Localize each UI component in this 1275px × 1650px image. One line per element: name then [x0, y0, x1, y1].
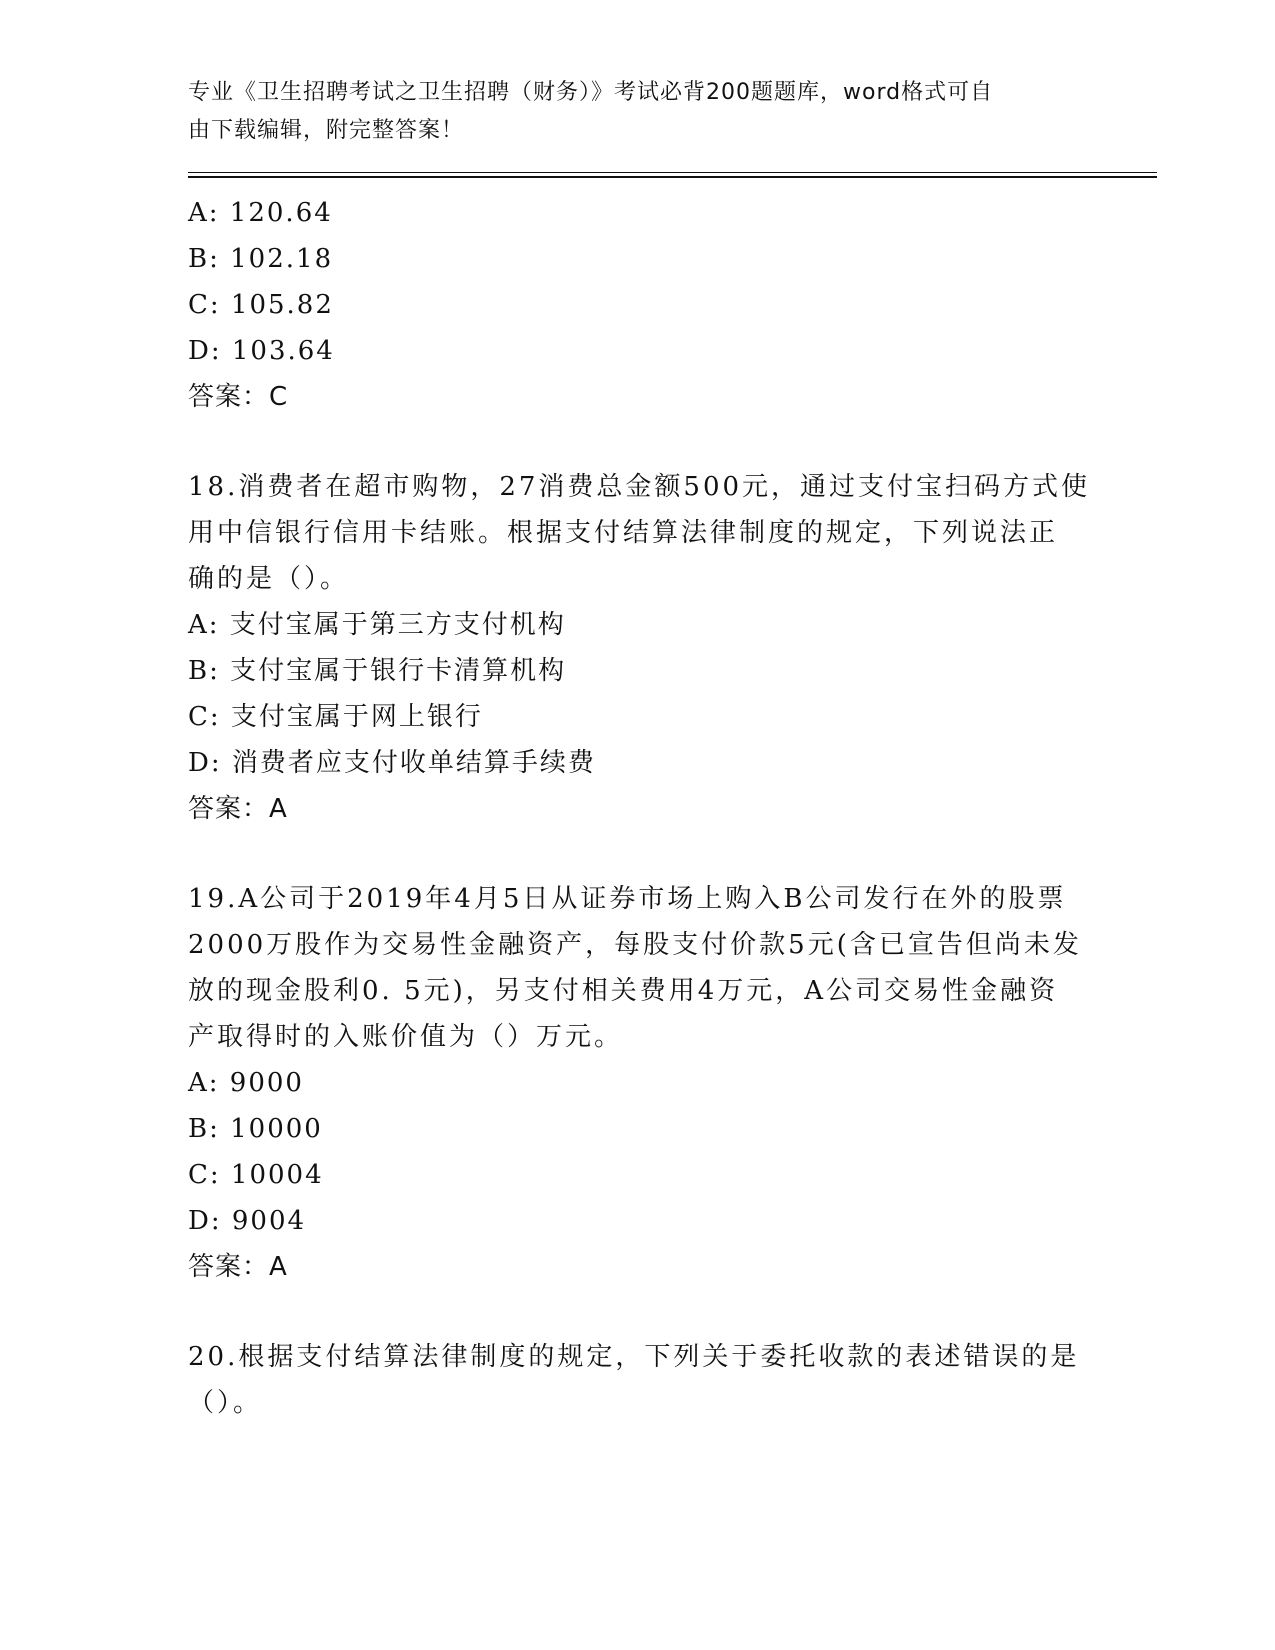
- question-text-line: 确的是（）。: [188, 564, 350, 594]
- document-header: [188, 74, 1088, 150]
- header-line-1: 专业《卫生招聘考试之卫生招聘（财务）》考试必背200题题库，word格式可自: [188, 80, 994, 105]
- option-d: D: 9004: [188, 1206, 307, 1236]
- spacer: [188, 832, 1088, 876]
- question-text-line: 20.根据支付结算法律制度的规定，下列关于委托收款的表述错误的是: [188, 1342, 1080, 1372]
- option-d: D: 103.64: [188, 336, 335, 366]
- question-17: [188, 190, 1088, 420]
- option-a: A: 支付宝属于第三方支付机构: [188, 610, 566, 640]
- option-c: C: 支付宝属于网上银行: [188, 702, 483, 732]
- option-c: C: 10004: [188, 1160, 324, 1190]
- question-text-line: 18.消费者在超市购物，27消费总金额500元，通过支付宝扫码方式使: [188, 472, 1091, 502]
- answer: 答案：A: [188, 794, 288, 824]
- spacer: [188, 1290, 1088, 1334]
- question-text-line: 2000万股作为交易性金融资产，每股支付价款5元(含已宣告但尚未发: [188, 930, 1082, 960]
- header-rule-top: [188, 172, 1157, 173]
- question-text-line: 用中信银行信用卡结账。根据支付结算法律制度的规定，下列说法正: [188, 518, 1059, 548]
- answer: 答案：A: [188, 1252, 288, 1282]
- option-a: A: 120.64: [188, 198, 333, 228]
- question-text-line: 产取得时的入账价值为（）万元。: [188, 1022, 624, 1052]
- question-19: [188, 876, 1088, 1290]
- option-d: D: 消费者应支付收单结算手续费: [188, 748, 596, 778]
- question-text-line: 放的现金股利0. 5元)，另支付相关费用4万元，A公司交易性金融资: [188, 976, 1059, 1006]
- document-body: [188, 190, 1091, 1426]
- header-rule-bottom: [188, 176, 1157, 178]
- option-c: C: 105.82: [188, 290, 334, 320]
- option-b: B: 102.18: [188, 244, 334, 274]
- question-18: [188, 464, 1091, 832]
- question-20: [188, 1334, 1088, 1426]
- question-text-line: 19.A公司于2019年4月5日从证券市场上购入B公司发行在外的股票: [188, 884, 1067, 914]
- spacer: [188, 420, 1088, 464]
- option-a: A: 9000: [188, 1068, 304, 1098]
- header-line-2: 由下载编辑，附完整答案！: [188, 118, 465, 143]
- answer: 答案：C: [188, 382, 289, 412]
- option-b: B: 支付宝属于银行卡清算机构: [188, 656, 567, 686]
- question-text-line: （）。: [188, 1388, 263, 1418]
- option-b: B: 10000: [188, 1114, 323, 1144]
